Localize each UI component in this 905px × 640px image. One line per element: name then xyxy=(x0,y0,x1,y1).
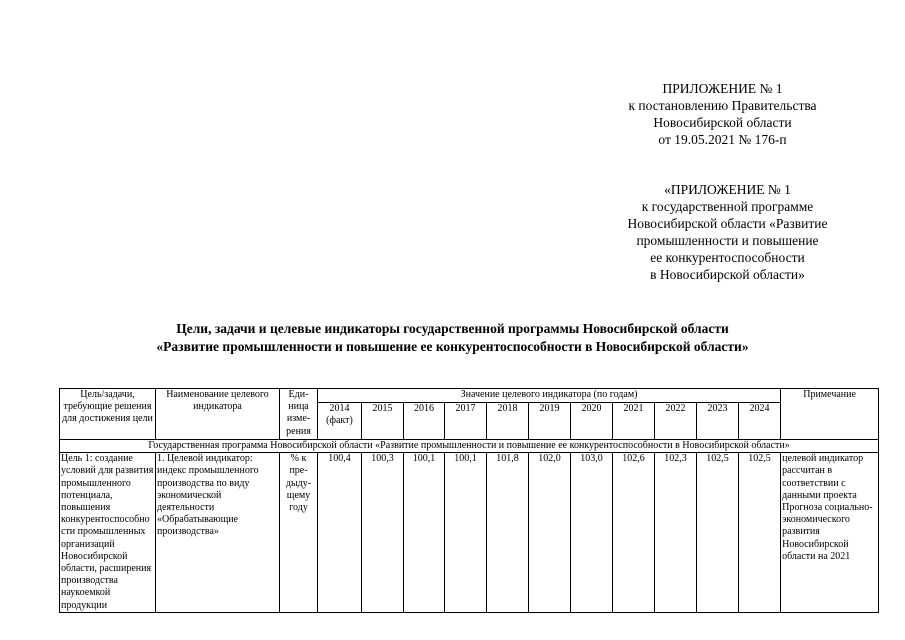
document-title-line: «Развитие промышленности и повышение ее конкурентоспособности в Новосибирской области» xyxy=(156,339,749,354)
appendix-header-line: ПРИЛОЖЕНИЕ № 1 xyxy=(662,81,783,96)
table-row xyxy=(60,453,879,613)
year-header: 2020 xyxy=(571,403,613,440)
year-header: 2021 xyxy=(613,403,655,440)
program-appendix-line: «ПРИЛОЖЕНИЕ № 1 xyxy=(664,182,791,197)
value-cell: 102,6 xyxy=(613,453,655,613)
value-cell: 100,1 xyxy=(445,453,487,613)
header-values-group: Значение целевого индикатора (по годам) xyxy=(318,389,781,403)
value-cell: 100,1 xyxy=(404,453,445,613)
document-title-line: Цели, задачи и целевые индикаторы государственной программы Новосибирской области xyxy=(176,321,729,336)
appendix-header xyxy=(600,80,845,148)
header-unit: Еди-ница изме-рения xyxy=(280,389,318,440)
program-appendix-header xyxy=(600,181,855,283)
year-header: 2017 xyxy=(445,403,487,440)
note-cell: целевой индикатор рассчитан в соответствии с данными проекта Прогноза социально-экономического развития Новосибирской области на 2021 xyxy=(781,453,879,613)
unit-cell: % к пре-дыду-щему году xyxy=(280,453,318,613)
program-appendix-line: промышленности и повышение xyxy=(636,233,819,248)
value-cell: 102,5 xyxy=(739,453,781,613)
header-indicator-name: Наименование целевого индикатора xyxy=(156,389,280,440)
appendix-header-line: к постановлению Правительства xyxy=(628,98,817,113)
program-appendix-line: в Новосибирской области» xyxy=(650,267,805,282)
value-cell: 103,0 xyxy=(571,453,613,613)
value-cell: 100,4 xyxy=(318,453,362,613)
program-appendix-line: ее конкурентоспособности xyxy=(650,250,805,265)
program-appendix-line: Новосибирской области «Развитие xyxy=(627,216,828,231)
year-header: 2024 xyxy=(739,403,781,440)
document-title xyxy=(60,320,845,356)
indicators-table xyxy=(59,388,879,613)
table-header-row xyxy=(60,389,879,403)
appendix-header-line: от 19.05.2021 № 176-п xyxy=(658,132,787,147)
value-cell: 100,3 xyxy=(362,453,404,613)
year-header: 2014 (факт) xyxy=(318,403,362,440)
year-header: 2015 xyxy=(362,403,404,440)
header-goal: Цель/задачи, требующие решения для достижения цели xyxy=(60,389,156,440)
year-header: 2022 xyxy=(655,403,697,440)
program-row xyxy=(60,440,879,453)
year-header: 2016 xyxy=(404,403,445,440)
value-cell: 102,0 xyxy=(529,453,571,613)
year-header: 2019 xyxy=(529,403,571,440)
appendix-header-line: Новосибирской области xyxy=(653,115,792,130)
header-note: Примечание xyxy=(781,389,879,440)
value-cell: 101,8 xyxy=(487,453,529,613)
value-cell: 102,5 xyxy=(697,453,739,613)
program-appendix-line: к государственной программе xyxy=(641,199,814,214)
year-header: 2018 xyxy=(487,403,529,440)
value-cell: 102,3 xyxy=(655,453,697,613)
goal-cell: Цель 1: создание условий для развития промышленного потенциала, повышения конкурентоспособности промышленных организаций Новосибирской области, расширения производства наукоемкой продукции xyxy=(60,453,156,613)
year-header: 2023 xyxy=(697,403,739,440)
program-row-title: Государственная программа Новосибирской области «Развитие промышленности и повышение ее конкурентоспособности в Новосибирской области» xyxy=(60,440,879,453)
indicator-cell: 1. Целевой индикатор: индекс промышленного производства по виду экономической деятельности «Обрабатывающие производства» xyxy=(156,453,280,613)
